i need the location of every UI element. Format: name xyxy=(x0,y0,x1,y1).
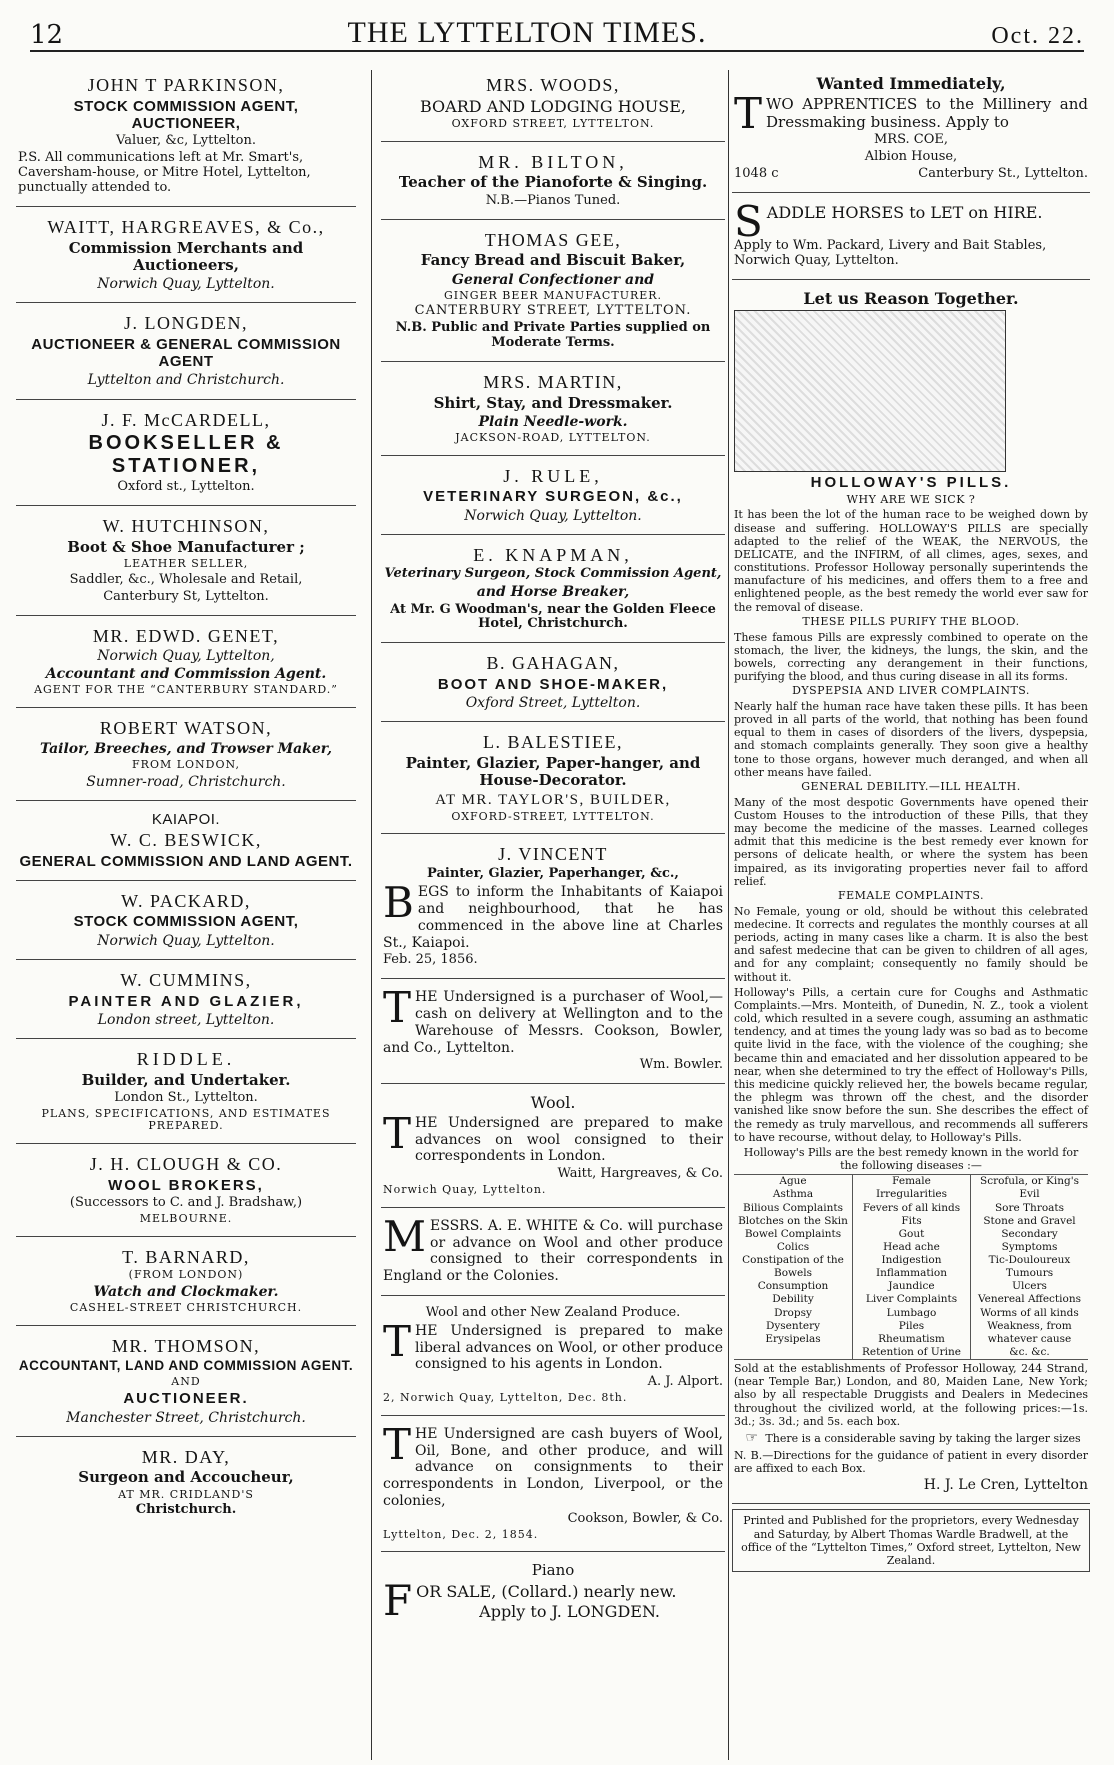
ad-address: Lyttelton and Christchurch. xyxy=(87,372,285,389)
ad-name: W. CUMMINS, xyxy=(120,969,252,990)
ad-line: Saddler, &c., Wholesale and Retail, xyxy=(69,571,303,587)
ad-title: BOARD AND LODGING HOUSE, xyxy=(420,96,686,116)
issue-date: Oct. 22. xyxy=(991,23,1084,49)
disease-item: &c. &c. xyxy=(1009,1345,1050,1358)
ad-title: GENERAL COMMISSION AND LAND AGENT. xyxy=(19,852,353,870)
ad-address: Lyttelton, Dec. 2, 1854. xyxy=(383,1527,539,1541)
ad-signature: H. J. Le Cren, Lyttelton xyxy=(923,1477,1088,1494)
ad-wanted xyxy=(732,70,1090,193)
ad-title: PAINTER AND GLAZIER, xyxy=(68,992,304,1010)
ad-title: Painter, Glazier, Paperhanger, &c., xyxy=(427,866,679,882)
column-1 xyxy=(16,70,356,1760)
disease-item: Dropsy xyxy=(774,1306,812,1319)
ad-address: Oxford st., Lyttelton. xyxy=(117,479,255,495)
disease-item: Ague xyxy=(779,1175,807,1188)
ad-body xyxy=(383,878,723,951)
drop-cap: F xyxy=(383,1575,413,1625)
disease-item: Bilious Complaints xyxy=(743,1201,843,1214)
ad-sub: AGENT FOR THE “CANTERBURY STANDARD.” xyxy=(34,683,338,697)
disease-item: Dysentery xyxy=(765,1319,821,1332)
column-3 xyxy=(732,70,1090,1760)
ad-title: Tailor, Breeches, and Trowser Maker, xyxy=(39,740,333,757)
ad-packard xyxy=(16,886,356,960)
ad-address: Norwich Quay, Lyttelton, xyxy=(97,648,275,665)
ad-name: MR. DAY, xyxy=(141,1446,231,1467)
ad-text: OR SALE, (Collard.) nearly new. xyxy=(416,1581,677,1601)
ad-parkinson xyxy=(16,70,356,207)
ad-name: MRS. MARTIN, xyxy=(483,372,623,393)
ad-line: General Confectioner and xyxy=(451,271,655,288)
ad-title: HOLLOWAY'S PILLS. xyxy=(810,474,1012,492)
ad-hutchinson xyxy=(16,511,356,615)
ad-text: ESSRS. A. E. WHITE & Co. will purchase or advance on Wool and other produce consigned to their correspondents in England or the Colonies. xyxy=(383,1217,723,1285)
section-heading: DYSPEPSIA AND LIVER COMPLAINTS. xyxy=(792,684,1030,698)
ad-title-2: AUCTIONEER. xyxy=(123,1390,249,1408)
ad-name: JOHN T PARKINSON, xyxy=(87,75,285,95)
disease-item: Debility xyxy=(772,1293,814,1306)
section-heading: FEMALE COMPLAINTS. xyxy=(838,888,984,902)
ad-address: 2, Norwich Quay, Lyttelton, Dec. 8th. xyxy=(383,1391,628,1405)
ad-saddle xyxy=(732,198,1090,280)
disease-item: Tic-Douloureux xyxy=(988,1254,1071,1267)
ad-name: B. GAHAGAN, xyxy=(486,653,620,674)
disease-item: Secondary Symptoms xyxy=(1001,1227,1058,1253)
disease-item: Blotches on the Skin xyxy=(738,1214,848,1227)
drop-cap: T xyxy=(383,1316,412,1366)
ad-wool xyxy=(381,1089,725,1207)
ad-vincent xyxy=(381,839,725,979)
ad-clough xyxy=(16,1149,356,1237)
disease-item: Colics xyxy=(776,1240,810,1253)
section-heading: GENERAL DEBILITY.—ILL HEALTH. xyxy=(801,780,1021,794)
disease-item: Consumption xyxy=(757,1280,829,1293)
ad-address: Christchurch. xyxy=(135,1502,237,1518)
ad-title: VETERINARY SURGEON, &c., xyxy=(423,488,683,506)
disease-item: Fevers of all kinds xyxy=(862,1201,961,1214)
ad-thomson xyxy=(16,1331,356,1437)
disease-item: Female Irregularities xyxy=(875,1175,948,1201)
ad-address: At Mr. G Woodman's, near the Golden Fleece Hotel, Christchurch. xyxy=(390,601,716,632)
saving-note xyxy=(734,1430,1088,1447)
ad-title: BOOKSELLER & STATIONER, xyxy=(88,432,284,478)
disease-item: Jaundice xyxy=(888,1280,935,1293)
ad-martin xyxy=(381,367,725,456)
ad-title: Watch and Clockmaker. xyxy=(93,1283,279,1300)
disease-item: Indigestion xyxy=(881,1254,942,1267)
ad-day xyxy=(16,1442,356,1529)
ad-genet xyxy=(16,621,356,709)
drop-cap: S xyxy=(734,197,763,247)
ad-address: Manchester Street, Christchurch. xyxy=(66,1409,306,1426)
ad-mccardell xyxy=(16,405,356,507)
paragraph: Sold at the establishments of Professor Holloway, 244 Strand, (near Temple Bar,) London, and 80, Maiden Lane, New York; also by all respectable Druggists and Dealers in Medecines throughout the civilized world, at the following prices:—1s. 3d.; 3s. 3d.; and 5s. each box. xyxy=(734,1362,1088,1428)
ad-text: HE Undersigned is a purchaser of Wool,—cash on delivery at Wellington and to the Warehouse of Messrs. Cookson, Bowler, and Co., Lyttelton. xyxy=(383,989,723,1056)
ad-barnard xyxy=(16,1242,356,1326)
paragraph: Nearly half the human race have taken these pills. It has been proved in all parts of the world, that nothing has been found equal to them in cases of disorders of the livers, dyspepsia, and stomach complaints generally. They soon give a healthy tone to those organs, however much deranged, and when all other means have failed. xyxy=(734,699,1088,779)
ad-address: Canterbury St, Lyttelton. xyxy=(103,588,269,604)
paragraph: N. B.—Directions for the guidance of patient in every disorder are affixed to each Box. xyxy=(734,1448,1088,1476)
diseases-column xyxy=(734,1175,852,1359)
paragraph: These famous Pills are expressly combined to operate on the stomach, the liver, the kidneys, the lungs, the skin, and the bowels, correcting any derangement in their functions, purifying the blood, and thus curing disease in all its forms. xyxy=(734,630,1088,684)
ad-woods xyxy=(381,70,725,142)
ad-line: AT MR. TAYLOR'S, BUILDER, xyxy=(435,791,671,808)
drop-cap: B xyxy=(383,878,414,928)
disease-item: Piles xyxy=(898,1319,925,1332)
ad-date: Feb. 25, 1856. xyxy=(383,952,478,968)
ad-name: J. F. McCARDELL, xyxy=(101,409,271,430)
section-heading: THESE PILLS PURIFY THE BLOOD. xyxy=(802,614,1020,628)
disease-item: Sore Throats xyxy=(994,1201,1065,1214)
disease-item: Constipation of the Bowels xyxy=(742,1254,844,1280)
ad-note: P.S. All communications left at Mr. Smart's, Caversham-house, or Mitre Hotel, Lyttelton, punctually attended to. xyxy=(18,150,311,195)
ad-sub: LEATHER SELLER, xyxy=(123,557,249,571)
paragraph: There is a considerable saving by taking the larger sizes xyxy=(765,1432,1081,1446)
ad-title: Boot & Shoe Manufacturer ; xyxy=(67,537,305,556)
ad-heading: Wool and other New Zealand Produce. xyxy=(425,1304,681,1320)
ad-sub: (Successors to C. and J. Bradshaw,) xyxy=(69,1194,303,1210)
ad-name: RIDDLE. xyxy=(136,1048,236,1069)
ad-piano xyxy=(381,1557,725,1631)
ad-name: MRS. WOODS, xyxy=(486,75,620,95)
ad-text: WO APPRENTICES to the Millinery and Dressmaking business. Apply to xyxy=(766,95,1088,132)
ad-name: MRS. COE, xyxy=(873,132,949,148)
ad-address: Norwich Quay, Lyttelton. xyxy=(383,1183,547,1197)
disease-item: Asthma xyxy=(772,1188,814,1201)
paragraph: Holloway's Pills, a certain cure for Coughs and Asthmatic Complaints.—Mrs. Monteith, of Dunedin, N. Z., took a violent cold, which resulted in a severe cough, assuming an asthmatic tendency, and at times the young lady was so bad as to become quite livid in the face, with the violence of the coughing; she became thin and emaciated and her dissolution appeared to be near, when she determined to try the effect of Holloway's Pills, this medicine quickly relieved her, the bowels became regular, the phlegm was thrown off the chest, and the disorder vanished like snow before the sun. She describes the effect of the remedy as truly marvellous, and recommends all sufferers to have recourse, without delay, to Holloway's Pills. xyxy=(734,985,1088,1144)
ad-text: EGS to inform the Inhabitants of Kaiapoi and neighbourhood, that he has commenced in the above line at Charles St., Kaiapoi. xyxy=(383,884,723,951)
ad-title: BOOT AND SHOE-MAKER, xyxy=(437,676,669,694)
ad-place: KAIAPOI. xyxy=(151,810,221,828)
ad-address: Norwich Quay, Lyttelton. xyxy=(97,932,275,949)
ad-and: AND xyxy=(171,1374,201,1388)
ad-address: JACKSON-ROAD, LYTTELTON. xyxy=(455,431,651,445)
ad-body xyxy=(383,1211,723,1285)
ad-name: MR. THOMSON, xyxy=(111,1335,261,1356)
ad-rule xyxy=(381,461,725,535)
ad-line: Apply to Wm. Packard, Livery and Bait Stables, Norwich Quay, Lyttelton. xyxy=(734,238,1047,269)
ad-name: T. BARNARD, xyxy=(122,1246,250,1267)
ad-cookson xyxy=(381,1421,725,1553)
ad-body xyxy=(383,1316,723,1373)
ad-balestiee xyxy=(381,727,725,834)
drop-cap: M xyxy=(383,1211,427,1261)
ad-heading: Wool. xyxy=(530,1093,576,1113)
ad-name: W. PACKARD, xyxy=(121,890,251,911)
newspaper-title: THE LYTTELTON TIMES. xyxy=(347,16,707,49)
disease-item: Worms of all kinds xyxy=(980,1306,1079,1319)
ad-text: HE Undersigned is prepared to make liberal advances on Wool, or other produce consigned to his agents in London. xyxy=(415,1322,723,1373)
ad-name: E. KNAPMAN, xyxy=(473,544,633,565)
masthead xyxy=(30,16,1084,52)
section-heading: WHY ARE WE SICK ? xyxy=(846,492,976,506)
ad-line: and Horse Breaker, xyxy=(476,584,630,601)
pointing-hand-icon: ☞ xyxy=(745,1430,758,1447)
imprint: Printed and Published for the proprietors, every Wednesday and Saturday, by Albert Thomas Wardle Bradwell, at the office of the “Lyttelton Times,” Oxford street, Lyttelton, New Zealand. xyxy=(732,1509,1090,1572)
disease-item: Weakness, from whatever cause xyxy=(987,1319,1072,1345)
disease-item: Retention of Urine xyxy=(861,1345,962,1358)
ad-signature: Cookson, Bowler, & Co. xyxy=(567,1510,723,1526)
disease-item: Inflammation xyxy=(875,1267,947,1280)
ad-title: Teacher of the Pianoforte & Singing. xyxy=(398,173,708,192)
ad-body xyxy=(383,983,723,1056)
ad-name: L. BALESTIEE, xyxy=(483,732,623,753)
column-2 xyxy=(381,70,725,1760)
ad-line: Plain Needle-work. xyxy=(478,414,628,431)
disease-item: Erysipelas xyxy=(765,1332,821,1345)
ad-signature: Wm. Bowler. xyxy=(639,1057,723,1073)
ad-cummins xyxy=(16,965,356,1039)
ad-line: Apply to J. LONGDEN. xyxy=(479,1601,661,1621)
disease-item: Fits xyxy=(901,1214,922,1227)
ad-title: Accountant and Commission Agent. xyxy=(45,666,327,683)
ad-title: Painter, Glazier, Paper-hanger, and House-Decorator. xyxy=(405,754,701,790)
drop-cap: T xyxy=(734,89,763,139)
ad-name: MR. EDWD. GENET, xyxy=(92,625,280,646)
ad-address: London St., Lyttelton. xyxy=(114,1089,258,1105)
ad-title: STOCK COMMISSION AGENT, xyxy=(73,913,299,931)
disease-item: Gout xyxy=(898,1227,925,1240)
ad-heading: Wanted Immediately, xyxy=(816,74,1006,93)
ad-text: HE Undersigned are cash buyers of Wool, Oil, Bone, and other produce, and will advance on consignments to their correspondents in London, Liverpool, or the colonies, xyxy=(383,1425,723,1509)
ad-sub: (FROM LONDON) xyxy=(128,1268,244,1282)
ad-name: W. C. BESWICK, xyxy=(110,829,262,850)
ad-note: N.B. Public and Private Parties supplied on Moderate Terms. xyxy=(395,320,711,351)
drop-cap: T xyxy=(383,983,412,1033)
ad-address: Oxford Street, Lyttelton. xyxy=(465,695,641,712)
ad-sub: PLANS, SPECIFICATIONS, AND ESTIMATES PREPARED. xyxy=(41,1106,331,1133)
ad-address: Norwich Quay, Lyttelton. xyxy=(464,507,642,524)
diseases-column xyxy=(970,1175,1088,1359)
ad-title: ACCOUNTANT, LAND AND COMMISSION AGENT. xyxy=(18,1358,354,1374)
ad-title: Surgeon and Accoucheur, xyxy=(78,1468,294,1487)
ad-name: WAITT, HARGREAVES, & Co., xyxy=(47,216,325,237)
ad-signature: A. J. Alport. xyxy=(647,1374,723,1390)
illustration-image xyxy=(734,310,1006,472)
ad-riddle xyxy=(16,1044,356,1144)
page-number: 12 xyxy=(30,20,64,50)
drop-cap: T xyxy=(383,1108,412,1158)
disease-item: Tumours xyxy=(1005,1267,1054,1280)
ad-sub: FROM LONDON, xyxy=(132,757,240,771)
ad-holloway xyxy=(732,285,1090,1504)
ad-signature: Waitt, Hargreaves, & Co. xyxy=(557,1166,723,1182)
disease-item: Ulcers xyxy=(1012,1280,1047,1293)
ad-name: J. RULE, xyxy=(503,465,603,486)
disease-item: Head ache xyxy=(883,1240,940,1253)
ad-title: Fancy Bread and Biscuit Baker, xyxy=(420,251,686,270)
ad-body xyxy=(734,197,1088,247)
ad-sub: AT MR. CRIDLAND'S xyxy=(118,1487,254,1501)
ad-alport xyxy=(381,1301,725,1416)
ad-title: AUCTIONEER & GENERAL COMMISSION AGENT xyxy=(31,335,341,371)
ad-title: Commission Merchants and Auctioneers, xyxy=(68,238,304,274)
diseases-column xyxy=(852,1175,970,1359)
ad-bowler xyxy=(381,984,725,1084)
column-divider xyxy=(371,70,372,1760)
ad-beswick xyxy=(16,806,356,881)
ad-address: MELBOURNE. xyxy=(139,1211,233,1225)
ad-address: OXFORD STREET, LYTTELTON. xyxy=(451,117,655,131)
disease-item: Scrofula, or King's Evil xyxy=(980,1175,1079,1201)
ad-white xyxy=(381,1213,725,1296)
ad-name: J. H. CLOUGH & CO. xyxy=(89,1154,283,1175)
ad-title: Veterinary Surgeon, Stock Commission Agent, xyxy=(384,566,722,582)
ad-name: J. LONGDEN, xyxy=(124,313,248,334)
ad-text: HE Undersigned are prepared to make advances on wool consigned to their correspondents in London. xyxy=(415,1114,723,1165)
ad-bilton xyxy=(381,147,725,220)
ad-address: CASHEL-STREET CHRISTCHURCH. xyxy=(69,1300,303,1314)
ad-sub: N.B.—Pianos Tuned. xyxy=(485,192,621,208)
ad-address: Canterbury St., Lyttelton. xyxy=(918,166,1088,182)
ad-address: OXFORD-STREET, LYTTELTON. xyxy=(451,809,655,823)
paragraph: Many of the most despotic Governments have opened their Custom Houses to the introduction of these Pills, that they may become the medicine of the masses. Learned colleges admit that this medicine is the best remedy ever known for persons of delicate health, or where the system has been impaired, as its invigorating properties never fail to afford relief. xyxy=(734,795,1088,888)
ad-waitt xyxy=(16,212,356,303)
ad-watson xyxy=(16,713,356,801)
disease-item: Lumbago xyxy=(886,1306,937,1319)
ad-body xyxy=(734,89,1088,139)
ad-name: THOMAS GEE, xyxy=(484,229,622,250)
disease-item: Venereal Affections xyxy=(977,1293,1081,1306)
paragraph: Holloway's Pills are the best remedy known in the world for the following diseases :— xyxy=(743,1145,1079,1173)
ad-body xyxy=(383,1108,723,1165)
diseases-table xyxy=(734,1174,1088,1360)
ad-address: Sumner-road, Christchurch. xyxy=(86,773,286,790)
ad-address: London street, Lyttelton. xyxy=(97,1011,275,1028)
paragraph: It has been the lot of the human race to be weighed down by disease and suffering. HOLLOWAY'S PILLS are specially adapted to the relief of the WEAK, the NERVOUS, the DELICATE, and the INFIRM, of all climes, ages, sexes, and constitutions. Professor Holloway personally superintends the manufacture of his medicines, and offers them to a free and enlightened people, as the best remedy the world ever saw for the removal of disease. xyxy=(734,508,1088,614)
ad-text: ADDLE HORSES to LET on HIRE. xyxy=(766,203,1043,223)
ad-body xyxy=(383,1419,723,1510)
ad-address: CANTERBURY STREET, LYTTELTON. xyxy=(414,303,692,319)
ad-name: ROBERT WATSON, xyxy=(99,718,273,739)
ad-heading: Piano xyxy=(531,1561,575,1580)
ad-gahagan xyxy=(381,648,725,722)
ad-name: MR. BILTON, xyxy=(478,151,628,172)
ad-name: W. HUTCHINSON, xyxy=(102,516,270,537)
ad-name: J. VINCENT xyxy=(498,844,608,865)
ad-title: WOOL BROKERS, xyxy=(108,1176,264,1194)
disease-item: Stone and Gravel xyxy=(983,1214,1076,1227)
paragraph: No Female, young or old, should be without this celebrated medecine. It corrects and regulates the monthly courses at all periods, acting in many cases like a charm. It is also the best and safest medecine that can be given to children of all ages, and for any complaint; consequently no family should be without it. xyxy=(734,904,1088,984)
ad-address: Albion House, xyxy=(864,149,958,165)
disease-item: Rheumatism xyxy=(878,1332,945,1345)
ad-longden xyxy=(16,308,356,399)
disease-item: Bowel Complaints xyxy=(744,1227,842,1240)
ad-code: 1048 c xyxy=(734,166,779,182)
disease-item: Liver Complaints xyxy=(865,1293,958,1306)
column-divider xyxy=(728,70,729,1760)
ad-knapman xyxy=(381,540,725,644)
ad-title: Shirt, Stay, and Dressmaker. xyxy=(433,393,673,412)
ad-gee xyxy=(381,225,725,362)
ad-title: STOCK COMMISSION AGENT, AUCTIONEER, xyxy=(73,97,299,132)
ad-title: Builder, and Undertaker. xyxy=(81,1070,291,1089)
ad-address: Norwich Quay, Lyttelton. xyxy=(97,276,275,293)
drop-cap: T xyxy=(383,1419,412,1469)
ad-heading: Let us Reason Together. xyxy=(803,289,1019,309)
ad-address-line xyxy=(734,167,1088,182)
ad-line: GINGER BEER MANUFACTURER. xyxy=(443,288,663,302)
ad-sub: Valuer, &c, Lyttelton. xyxy=(116,133,256,149)
